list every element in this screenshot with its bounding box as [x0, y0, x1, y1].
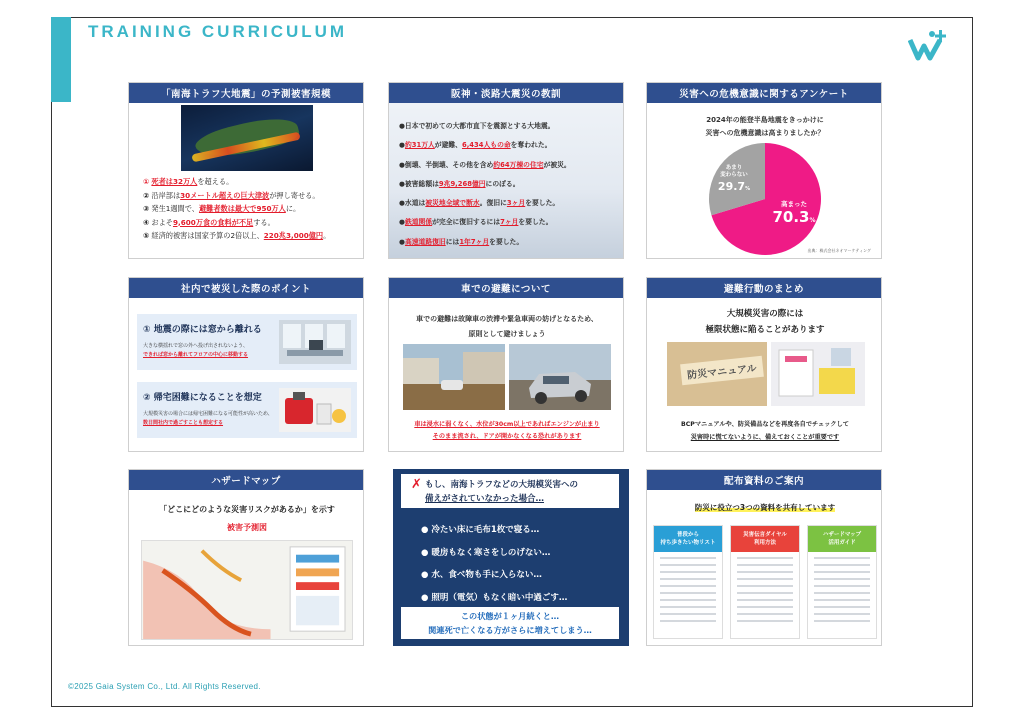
materials-highlight: 防災に役立つ3つの資料を共有しています [694, 503, 836, 512]
scenario-item: ● 水、食べ物も手に入らない… [421, 570, 542, 580]
point-window [137, 314, 357, 370]
card-evacuation-summary [646, 277, 882, 452]
accent-bar [51, 17, 71, 102]
pie-label-low: あまり 変わらない 29.7% [717, 165, 751, 193]
summary-text: 大規模災害の際には 極限状態に陥ることがあります [705, 309, 825, 335]
x-mark-icon: ✗ [411, 477, 422, 492]
damage-item-5: ⑤ 経済的被害は国家予算の2倍以上、220兆3,000億円。 [143, 231, 331, 240]
flooded-street-image [403, 344, 505, 410]
card-unprepared-scenario [393, 469, 629, 646]
card-header: 社内で被災した際のポイント [129, 278, 363, 298]
point-stay-home [137, 382, 357, 438]
survey-question-line2: 災害への危機意識は高まりましたか？ [705, 129, 825, 137]
page-title: TRAINING CURRICULUM [88, 22, 348, 41]
damage-item-4: ④ およそ9,600万食の食料が不足する。 [143, 217, 275, 227]
damage-item-2: ② 沿岸部は30メートル超えの巨大津波が押し寄せる。 [143, 190, 320, 200]
car-flood-note: 車は浸水に弱くなく、水位が30cm以上であればエンジンが止まり そのまま流され、ドアが開かなくなる恐れがあります [414, 421, 600, 440]
office-window-image [279, 320, 351, 364]
doc-message-dial[interactable] [730, 525, 800, 639]
scenario-item: ● 暖房もなく寒さをしのげない… [421, 547, 551, 558]
hazard-description: 「どこにどのような災害リスクがあるか」を示す [159, 505, 335, 514]
doc-header: 普段から 持ち歩きたい物リスト [654, 526, 722, 552]
japan-hazard-map-image [181, 105, 313, 171]
card-header: 阪神・淡路大震災の教訓 [389, 83, 623, 103]
scenario-item: ● 冷たい床に毛布1枚で寝る… [421, 525, 540, 535]
emergency-kit-image [279, 388, 351, 432]
card-header: 災害への危機意識に関するアンケート [647, 83, 881, 103]
pie-label-high: 高まった 70.3% [772, 200, 816, 226]
lesson-item: ●被害総額は9兆9,268億円にのぼる。 [399, 179, 520, 188]
doc-header: ハザードマップ 活用ガイド [808, 526, 876, 552]
lessons-list [399, 117, 571, 252]
point-title: ① 地震の際には窓から離れる [143, 325, 262, 335]
card-header: 避難行動のまとめ [647, 278, 881, 298]
damage-item-3: ③ 発生1週間で、避難者数は最大で950万人に。 [143, 204, 301, 213]
card-materials [646, 469, 882, 646]
damaged-car-image [509, 344, 611, 410]
survey-source: 出典：株式会社ネオマーケティング [807, 248, 871, 253]
company-logo-icon [908, 28, 948, 62]
scenario-list [421, 519, 567, 609]
scenario-conclusion: この状態が１ヶ月続くと… 関連死で亡くなる方がさらに増えてしまう… [401, 607, 619, 639]
lesson-item: ●倒壊、半倒壊、その他を含め約64万棟の住宅が被災。 [399, 160, 571, 169]
card-office-points [128, 277, 364, 452]
point-body: 大きな横揺れで窓の外へ投げ出されないよう、 できれば窓から離れてフロアの中心に移動する [143, 343, 249, 358]
scenario-item: ● 照明（電気）もなく暗い中過ごす… [421, 592, 568, 603]
card-header: ハザードマップ [129, 470, 363, 490]
car-warning-text: 車での避難は故障車の渋滞や緊急車両の妨げとなるため、 原則として避けましょう [416, 315, 598, 338]
doc-carry-list[interactable] [653, 525, 723, 639]
card-car-evacuation [388, 277, 624, 452]
doc-header: 災害伝言ダイヤル 利用方法 [731, 526, 799, 552]
lesson-item: ●水道は被災地全域で断水。復旧に3ヶ月を要した。 [399, 199, 560, 208]
summary-note: BCPマニュアルや、防災備品などを再度各自でチェックして 災害時に慌てないように、備えておくことが重要です [681, 421, 849, 441]
lesson-item: ●鉄道関係が完全に復旧するには7ヶ月を要した。 [399, 218, 553, 227]
card-survey [646, 82, 882, 259]
scenario-header [401, 474, 619, 508]
lesson-item: ●日本で初めての大都市直下を震源とする大地震。 [399, 122, 555, 130]
footer-copyright: ©2025 Gaia System Co., Ltd. All Rights Reserved. [68, 682, 261, 691]
point-body: 大規模災害の場合には帰宅困難になる可能性が高いため、数日間社内で過ごすことも想定する [143, 411, 273, 426]
survey-pie-chart [707, 141, 823, 257]
manual-label: 防災マニュアル [680, 356, 763, 385]
card-header: 配布資料のご案内 [647, 470, 881, 490]
emergency-supplies-image [771, 342, 865, 406]
card-hazard-map [128, 469, 364, 646]
lesson-item: ●高速道路復旧には1年7ヶ月を要した。 [399, 237, 524, 246]
damage-item-1: ① 死者は32万人を超える。 [143, 177, 234, 186]
hazard-map-image [141, 540, 353, 640]
card-header: 車での避難について [389, 278, 623, 298]
hazard-subtitle: 被害予測図 [227, 523, 267, 532]
doc-hazard-guide[interactable] [807, 525, 877, 639]
card-nankai-damage [128, 82, 364, 259]
card-hanshin-lessons [388, 82, 624, 259]
damage-list [143, 175, 355, 243]
lesson-item: ●約31万人が避難、6,434人もの命を奪われた。 [399, 141, 552, 150]
card-header: 「南海トラフ大地震」の予測被害規模 [129, 83, 363, 103]
survey-question-line1: 2024年の能登半島地震をきっかけに [706, 116, 824, 124]
point-title: ② 帰宅困難になることを想定 [143, 393, 262, 403]
disaster-manual-image [667, 342, 767, 406]
scenario-title: もし、南海トラフなどの大規模災害への 備えがされていなかった場合… [425, 480, 579, 504]
